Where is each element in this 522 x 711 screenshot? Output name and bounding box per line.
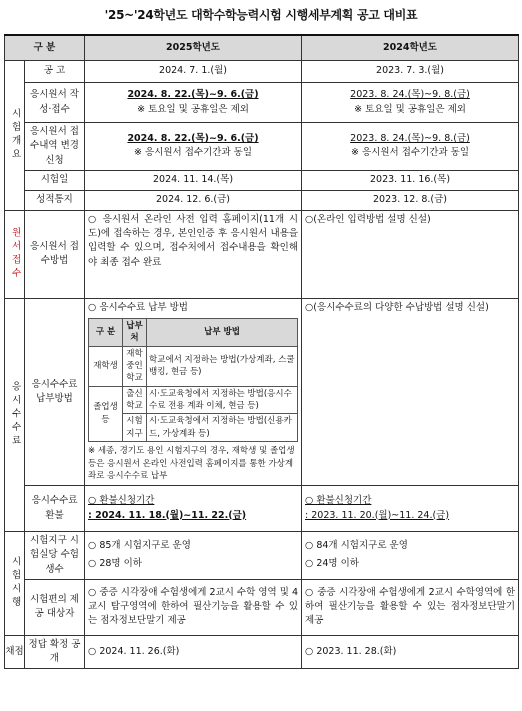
- change-2025: [85, 123, 302, 171]
- table-row: [5, 83, 519, 123]
- districts-2024: [302, 532, 519, 580]
- header-category: 구 분: [5, 35, 85, 61]
- inner-head-place: 납부처: [123, 319, 147, 347]
- districts-2025: [85, 532, 302, 580]
- inner-method: 시·도교육청에서 지정하는 방법(신용카드, 가상계좌 등): [147, 414, 298, 442]
- score-notice-2025: 2024. 12. 6.(금): [85, 190, 302, 210]
- row-label-refund: 응시수수료 환불: [25, 486, 85, 532]
- change-2025-period: 2024. 8. 22.(목)~9. 6.(금): [127, 133, 259, 145]
- refund-2024-heading: ○ 환불신청기간: [305, 495, 372, 507]
- inner-place: 재학중인 학교: [123, 346, 147, 386]
- table-row: [5, 298, 519, 485]
- inner-head-group: 구 분: [89, 319, 123, 347]
- score-notice-2024: 2023. 12. 8.(금): [302, 190, 519, 210]
- apply-2025: [85, 83, 302, 123]
- row-label-change: 응시원서 접수내역 변경신청: [25, 123, 85, 171]
- section-fee: 응시수수료: [5, 298, 25, 531]
- convenience-2025-text: ○ 중증 시각장애 수험생에게 2교시 수학 영역 및 4교시 탐구영역에 한하여 필산기능을 활용할 수 있는 점자정보단말기 제공: [88, 586, 299, 627]
- fee-method-note: ※ 세종, 경기도 용인 시험지구의 경우, 재학생 및 졸업생 등은 응시원서 온라인 사전입력 홈페이지를 통한 가상계좌로 응시수수료 납부: [88, 445, 295, 482]
- fee-method-2025: [85, 298, 302, 485]
- header-2024: 2024학년도: [302, 35, 519, 61]
- row-label-answers: 정답 확정 공개: [25, 635, 85, 669]
- announce-2024: 2023. 7. 3.(월): [302, 61, 519, 83]
- section-exam-overview: 시험개요: [5, 61, 25, 211]
- apply-method-2025: [85, 210, 302, 298]
- apply-2024-note: ※ 토요일 및 공휴일은 제외: [354, 103, 466, 115]
- refund-2025: [85, 486, 302, 532]
- exam-day-2025: 2024. 11. 14.(목): [85, 170, 302, 190]
- apply-method-2025-text: ○ 응시원서 온라인 사전 입력 홈페이지(11개 시도)에 접속하는 경우, 본인인증 후 응시원서 내용을 입력할 수 있으며, 접수처에서 접수내용을 확인해야 최종 접수 완료: [88, 213, 299, 268]
- refund-2025-period: : 2024. 11. 18.(월)~11. 22.(금): [88, 509, 247, 521]
- section-scoring: 채점: [5, 635, 25, 669]
- inner-place: 출신학교: [123, 386, 147, 414]
- answers-2024: ○ 2023. 11. 28.(화): [302, 635, 519, 669]
- apply-2024-period: 2023. 8. 24.(목)~9. 8.(금): [350, 89, 470, 101]
- table-row: [5, 579, 519, 635]
- districts-2025-per-room: ○ 28명 이하: [88, 558, 142, 570]
- fee-method-2024: ○(응시수수료의 다양한 수납방법 설명 신설): [302, 298, 519, 485]
- row-label-apply-method: 응시원서 접수방법: [25, 210, 85, 298]
- table-row: [5, 635, 519, 669]
- apply-2025-period: 2024. 8. 22.(목)~9. 6.(금): [127, 89, 259, 101]
- refund-2025-heading: ○ 환불신청기간: [88, 495, 155, 507]
- table-row: [5, 170, 519, 190]
- apply-2025-note: ※ 토요일 및 공휴일은 제외: [137, 103, 249, 115]
- inner-row: [89, 386, 298, 414]
- inner-method: 시·도교육청에서 지정하는 방법(응시수수료 전용 계좌 이체, 현금 등): [147, 386, 298, 414]
- row-label-exam-day: 시험일: [25, 170, 85, 190]
- change-2025-note: ※ 응시원서 접수기간과 동일: [134, 147, 252, 159]
- row-label-announce: 공 고: [25, 61, 85, 83]
- exam-day-2024: 2023. 11. 16.(목): [302, 170, 519, 190]
- table-row: [5, 190, 519, 210]
- announce-2025: 2024. 7. 1.(월): [85, 61, 302, 83]
- inner-group: 재학생: [89, 346, 123, 386]
- convenience-2024: [302, 579, 519, 635]
- fee-method-heading: ○ 응시수수료 납부 방법: [88, 301, 188, 313]
- inner-row: [89, 346, 298, 386]
- change-2024-note: ※ 응시원서 접수기간과 동일: [351, 147, 469, 159]
- inner-method: 학교에서 지정하는 방법(가상계좌, 스쿨뱅킹, 현금 등): [147, 346, 298, 386]
- row-label-convenience: 시험편의 제공 대상자: [25, 579, 85, 635]
- inner-head-method: 납부 방법: [147, 319, 298, 347]
- row-label-score-notice: 성적통지: [25, 190, 85, 210]
- section-application: 원서접수: [5, 210, 25, 298]
- row-label-districts: 시험지구 시험실당 수험생수: [25, 532, 85, 580]
- inner-group: 졸업생 등: [89, 386, 123, 441]
- refund-2024: [302, 486, 519, 532]
- change-2024-period: 2023. 8. 24.(목)~9. 8.(금): [350, 133, 470, 145]
- comparison-table: [4, 34, 519, 669]
- table-row: [5, 123, 519, 171]
- apply-2024: [302, 83, 519, 123]
- convenience-2025: [85, 579, 302, 635]
- header-row: [5, 35, 519, 61]
- fee-method-table: [88, 318, 298, 442]
- table-row: [5, 486, 519, 532]
- inner-place: 시험지구: [123, 414, 147, 442]
- page-title: '25~'24학년도 대학수학능력시험 시행세부계획 공고 대비표: [104, 8, 418, 22]
- header-2025: 2025학년도: [85, 35, 302, 61]
- refund-2024-period: : 2023. 11. 20.(월)~11. 24.(금): [305, 509, 450, 521]
- districts-2025-count: ○ 85개 시험지구로 운영: [88, 540, 191, 552]
- apply-method-2024: ○(온라인 입력방법 설명 신설): [302, 210, 519, 298]
- answers-2025: ○ 2024. 11. 26.(화): [85, 635, 302, 669]
- districts-2024-count: ○ 84개 시험지구로 운영: [305, 540, 408, 552]
- convenience-2024-text: ○ 중증 시각장애 수험생에게 2교시 수학영역에 한하여 필산기능을 활용할 수 있는 점자정보단말기 제공: [305, 586, 516, 627]
- row-label-fee-method: 응시수수료 납부방법: [25, 298, 85, 485]
- table-row: [5, 61, 519, 83]
- change-2024: [302, 123, 519, 171]
- section-exam-admin: 시험시행: [5, 532, 25, 636]
- row-label-apply: 응시원서 작성·접수: [25, 83, 85, 123]
- table-row: [5, 532, 519, 580]
- table-row: [5, 210, 519, 298]
- districts-2024-per-room: ○ 24명 이하: [305, 558, 359, 570]
